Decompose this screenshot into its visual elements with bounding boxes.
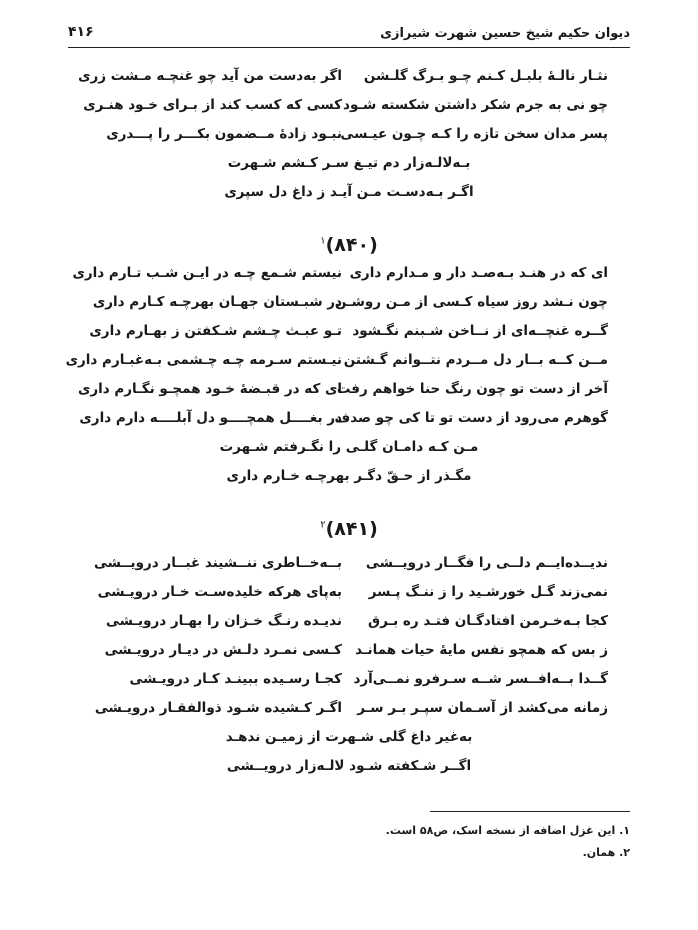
hemistich-second: نبـود زادۀ مــضمون بکـــر را پـــدری	[106, 126, 342, 142]
hemistich-first: چون نـشد روز سیاه کـسی از مـن روشـن	[334, 294, 608, 310]
closing-line: به‌غیر داغ گلی شـهرت از زمیـن ندهـد	[225, 729, 473, 745]
ghazal-841	[90, 555, 608, 787]
footnote: ۲. همان.	[582, 846, 630, 859]
hemistich-second: نیستم شـمع چـه در ایـن شـب تـارم داری	[72, 265, 342, 281]
hemistich-first: چو نی به جرم شکر داشتن شکسته شـود	[343, 97, 608, 113]
hemistich-first: پسر مدان سخن تازه را کـه چـون عیـسی	[340, 126, 608, 142]
hemistich-second: در بغــــل همچــــو دل آبلــــه دارم داری	[79, 410, 342, 426]
couplet	[77, 381, 608, 410]
hemistich-first: گــدا بــه‌افــسر شــه سـرفرو نمــی‌آرد	[353, 671, 608, 687]
couplet	[90, 584, 608, 613]
closing-line: مـن کـه دامـان گلـی را نگـرفتم شـهرت	[219, 439, 479, 455]
book-title: دیوان حکیم شیخ حسین شهرت شیرازی	[380, 26, 630, 41]
footnote-marker: ۲	[320, 519, 326, 531]
hemistich-first: مــن کــه بــار دل مــردم نتــوانم گـشتن	[343, 352, 608, 368]
header-rule	[68, 47, 630, 48]
hemistich-first: ز بس که همچو نفس مایۀ حیات همانـد	[355, 642, 608, 658]
couplet	[90, 323, 608, 352]
couplet	[65, 352, 608, 381]
hemistich-second: اگـر کـشیده شـود ذوالفقـار درویـشی	[94, 700, 342, 716]
hemistich-first: نثـار نالـۀ بلبـل کـنم چـو بـرگ گلـشن	[363, 68, 608, 84]
ghazal-number: (۸۴۰)	[325, 234, 378, 256]
page-number: ۴۱۶	[68, 24, 94, 40]
couplet	[90, 126, 608, 155]
couplet	[79, 410, 608, 439]
hemistich-second: در شبـستان جهـان بهرچـه کـارم داری	[92, 294, 342, 310]
ghazal-number: (۸۴۱)	[325, 518, 378, 540]
closing-line: اگـر بـه‌دسـت مـن آیـد ز داغ دل سپری	[224, 184, 474, 200]
hemistich-second: کسی که کسب کند از بـرای خـود هنـری	[83, 97, 342, 113]
hemistich-second: ای که در قبـضۀ خـود همچـو نگـارم داری	[77, 381, 342, 397]
couplet	[90, 294, 608, 323]
couplet	[72, 265, 608, 294]
hemistich-second: نیـستم سـرمه چـه چـشمی بـه‌غبـارم داری	[65, 352, 342, 368]
footnote: ۱. این غزل اضافه از نسخه اسک، ص۵۸ است.	[385, 824, 630, 837]
hemistich-second: کجـا رسـیده ببینـد کـار درویـشی	[129, 671, 342, 687]
hemistich-first: نمی‌زند گـل خورشـید را ز ننـگ پـسر	[368, 584, 608, 600]
ghazal-heading-840	[0, 234, 698, 256]
couplet	[90, 700, 608, 729]
couplet	[90, 555, 608, 584]
footnote-rule	[430, 811, 630, 812]
closing-line: بـه‌لالـه‌زار دم تیـغ سـر کـشم شـهرت	[227, 155, 471, 171]
hemistich-second: ندیـده رنـگ خـزان را بهـار درویـشی	[106, 613, 342, 629]
footnote-marker: ۱	[320, 235, 326, 247]
hemistich-first: کجا بـه‌خـرمن افتادگـان فتـد ره بـرق	[368, 613, 608, 629]
couplet	[90, 642, 608, 671]
couplet	[83, 97, 608, 126]
hemistich-first: گوهرم می‌رود از دست تو تا کی چو صدف	[334, 410, 608, 426]
running-head	[68, 20, 630, 46]
couplet	[90, 613, 608, 642]
closing-line: مگـذر از حـقّ دگـر بهرچـه خـارم داری	[226, 468, 472, 484]
hemistich-second: تـو عبـث چـشم شـکفتن ز بهـارم داری	[89, 323, 342, 339]
hemistich-first: گــره غنچــه‌ای از نــاخن شـبنم نگـشود	[352, 323, 608, 339]
footnotes	[68, 824, 630, 868]
ghazal-heading-841	[0, 518, 698, 540]
poem-continued-section	[78, 68, 608, 213]
hemistich-second: کـسی نمـرد دلـش در دیـار درویـشی	[104, 642, 342, 658]
ghazal-840	[65, 265, 608, 497]
hemistich-second: به‌پای هرکه خلیده‌سـت خـار درویـشی	[97, 584, 342, 600]
closing-line: اگــر شـکفته شـود لالـه‌زار درویــشی	[226, 758, 472, 774]
hemistich-second: بــه‌خــاطری ننــشیند غبــار درویــشی	[93, 555, 342, 571]
hemistich-first: ای که در هنـد بـه‌صـد دار و مـدارم داری	[349, 265, 608, 281]
couplet	[78, 68, 608, 97]
hemistich-first: زمانه می‌کشد از آسـمان سپـر بـر سـر	[357, 700, 608, 716]
hemistich-second: اگر به‌دست من آید چو غنچـه مـشت زری	[78, 68, 342, 84]
hemistich-first: ندیــده‌ایــم دلــی را فگــار درویــشی	[365, 555, 608, 571]
couplet	[90, 671, 608, 700]
hemistich-first: آخر از دست تو چون رنگ حنا خواهم رفت	[336, 381, 608, 397]
